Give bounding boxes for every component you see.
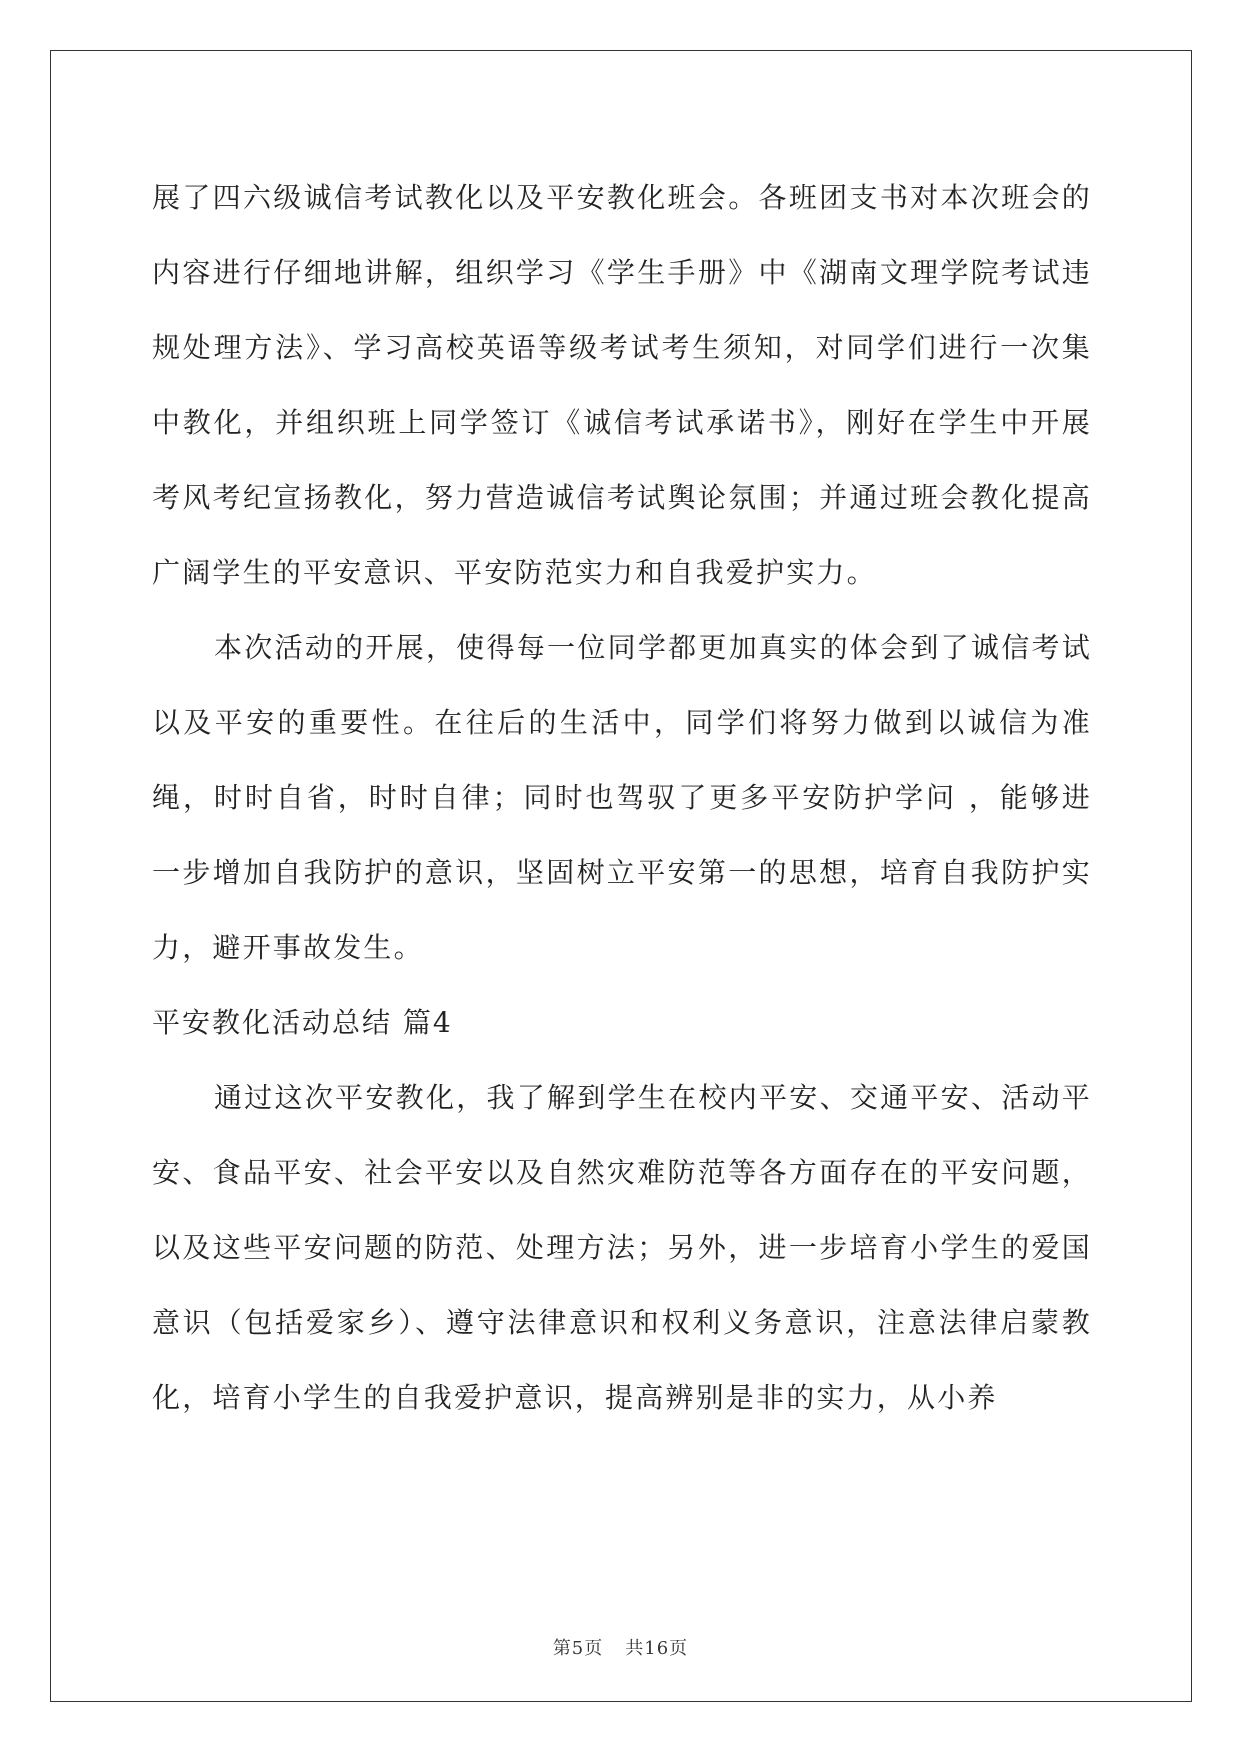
page-total: 共16页 bbox=[625, 1638, 689, 1659]
document-body bbox=[152, 160, 1092, 1435]
paragraph-3: 通过这次平安教化，我了解到学生在校内平安、交通平安、活动平安、食品平安、社会平安以及自然灾难防范等各方面存在的平安问题，以及这些平安问题的防范、处理方法；另外，进一步培育小学生的爱国意识（包括爱家乡）、遵守法律意识和权利义务意识，注意法律启蒙教化，培育小学生的自我爱护意识，提高辨别是非的实力，从小养 bbox=[152, 1081, 1092, 1414]
paragraph-2: 本次活动的开展，使得每一位同学都更加真实的体会到了诚信考试以及平安的重要性。在往后的生活中，同学们将努力做到以诚信为准绳，时时自省，时时自律；同时也驾驭了更多平安防护学问 ，能够进一步增加自我防护的意识，坚固树立平安第一的思想，培育自我防护实力，避开事故发生。 bbox=[152, 631, 1092, 964]
section-heading: 平安教化活动总结 篇4 bbox=[152, 1006, 453, 1039]
page-footer bbox=[0, 1634, 1241, 1660]
page-number: 第5页 bbox=[552, 1638, 604, 1659]
paragraph-1: 展了四六级诚信考试教化以及平安教化班会。各班团支书对本次班会的内容进行仔细地讲解，组织学习《学生手册》中《湖南文理学院考试违规处理方法》、学习高校英语等级考试考生须知，对同学们进行一次集中教化，并组织班上同学签订《诚信考试承诺书》，刚好在学生中开展考风考纪宣扬教化，努力营造诚信考试舆论氛围；并通过班会教化提高广阔学生的平安意识、平安防范实力和自我爱护实力。 bbox=[152, 181, 1092, 589]
